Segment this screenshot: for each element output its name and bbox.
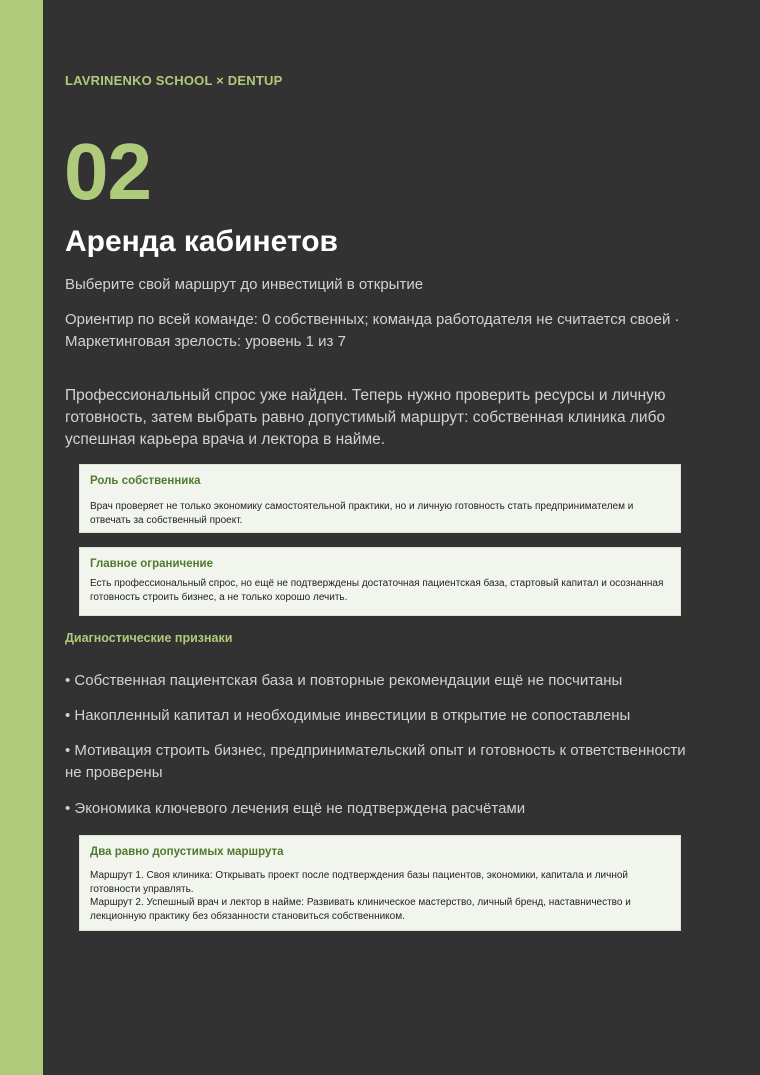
diagnostic-item: • Накопленный капитал и необходимые инвестиции в открытие не сопоставлены <box>65 707 631 724</box>
card-body: Есть профессиональный спрос, но ещё не подтверждены достаточная пациентская база, стартовый капитал и осознанная готовность строить бизнес, а не только хорошо лечить. <box>90 578 664 603</box>
section-number: 02 <box>64 127 151 216</box>
card-title: Два равно допустимых маршрута <box>90 846 284 858</box>
diagnostics-heading: Диагностические признаки <box>65 631 233 645</box>
owner-role-card <box>79 464 681 533</box>
page-title: Аренда кабинетов <box>65 225 339 258</box>
main-constraint-card <box>79 547 681 616</box>
route-item: Маршрут 2. Успешный врач и лектор в найме: Развивать клиническое мастерство, личный бренд, наставничество и лекционную практику без обязанности становиться собственником. <box>90 897 631 922</box>
diagnostic-item: • Экономика ключевого лечения ещё не подтверждена расчётами <box>65 800 526 817</box>
accent-sidebar-bar <box>0 0 43 1075</box>
routes-card <box>79 835 681 931</box>
card-title: Роль собственника <box>90 475 201 487</box>
page-subtitle: Выберите свой маршрут до инвестиций в открытие <box>65 276 424 293</box>
brand-header: LAVRINENKO SCHOOL × DENTUP <box>65 73 283 88</box>
card-title: Главное ограничение <box>90 558 214 570</box>
card-body: Врач проверяет не только экономику самостоятельной практики, но и личную готовность стать предпринимателем и отвечать за собственный проект. <box>90 501 634 526</box>
diagnostic-item: • Собственная пациентская база и повторные рекомендации ещё не посчитаны <box>65 672 623 689</box>
intro-paragraph: Профессиональный спрос уже найден. Теперь нужно проверить ресурсы и личную готовность, затем выбрать равно допустимый маршрут: собственная клиника либо успешная карьера врача и лектора в найме. <box>65 387 666 448</box>
route-item: Маршрут 1. Своя клиника: Открывать проект после подтверждения базы пациентов, экономики, капитала и личной готовности управлять. <box>90 870 629 895</box>
card-body <box>90 869 671 923</box>
benchmark-text: Ориентир по всей команде: 0 собственных; команда работодателя не считается своей · Маркетинговая зрелость: уровень 1 из 7 <box>65 311 680 350</box>
diagnostic-item: • Мотивация строить бизнес, предпринимательский опыт и готовность к ответственности не проверены <box>65 742 686 781</box>
